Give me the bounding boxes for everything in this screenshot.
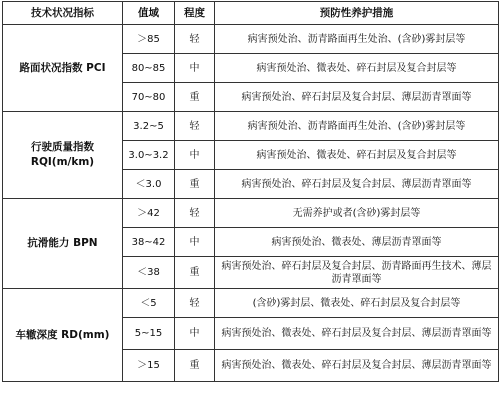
header-degree: 程度 [175, 2, 215, 25]
indicator-cell [3, 289, 123, 382]
indicator-label: 抗滑能力 BPN [27, 237, 98, 249]
range-cell: 5~15 [123, 318, 175, 350]
degree-cell: 中 [175, 318, 215, 350]
degree-cell: 轻 [175, 112, 215, 141]
table-row [3, 25, 499, 54]
indicator-cell [3, 199, 123, 289]
range-cell: 3.0~3.2 [123, 141, 175, 170]
header-measure: 预防性养护措施 [215, 2, 499, 25]
range-cell: ＜5 [123, 289, 175, 318]
measure-cell: 病害预处治、微表处、碎石封层及复合封层等 [215, 141, 499, 170]
measure-cell: 病害预处治、碎石封层及复合封层、薄层沥青罩面等 [215, 83, 499, 112]
range-cell: 70~80 [123, 83, 175, 112]
range-cell: ＞15 [123, 350, 175, 382]
indicator-label: 车辙深度 RD(mm) [15, 328, 110, 341]
measure-cell: 病害预处治、微表处、碎石封层及复合封层、薄层沥青罩面等 [215, 350, 499, 382]
indicator-label: RQI(m/km) [30, 156, 95, 168]
indicator-cell [3, 112, 123, 199]
degree-cell: 轻 [175, 25, 215, 54]
indicator-cell [3, 25, 123, 112]
measure-cell: 病害预处治、微表处、薄层沥青罩面等 [215, 228, 499, 257]
table-row [3, 199, 499, 228]
table-row [3, 112, 499, 141]
degree-cell: 重 [175, 350, 215, 382]
degree-cell: 重 [175, 170, 215, 199]
degree-cell: 轻 [175, 289, 215, 318]
degree-cell: 中 [175, 228, 215, 257]
table-row [3, 289, 499, 318]
measure-cell: 无需养护或者(含砂)雾封层等 [215, 199, 499, 228]
measure-cell: 病害预处治、微表处、碎石封层及复合封层、薄层沥青罩面等 [215, 318, 499, 350]
header-indicator: 技术状况指标 [3, 2, 123, 25]
header-row [3, 2, 499, 25]
range-cell: ＜3.0 [123, 170, 175, 199]
range-cell: ＜38 [123, 257, 175, 289]
degree-cell: 重 [175, 83, 215, 112]
degree-cell: 中 [175, 141, 215, 170]
measure-cell: 病害预处治、沥青路面再生处治、(含砂)雾封层等 [215, 25, 499, 54]
range-cell: ＞42 [123, 199, 175, 228]
header-range: 值域 [123, 2, 175, 25]
measure-cell: 病害预处治、碎石封层及复合封层、薄层沥青罩面等 [215, 170, 499, 199]
indicator-label: 行驶质量指数 [31, 141, 94, 153]
range-cell: 38~42 [123, 228, 175, 257]
measure-cell: 病害预处治、沥青路面再生处治、(含砂)雾封层等 [215, 112, 499, 141]
degree-cell: 中 [175, 54, 215, 83]
degree-cell: 重 [175, 257, 215, 289]
range-cell: 80~85 [123, 54, 175, 83]
maintenance-table [2, 1, 499, 382]
range-cell: ＞85 [123, 25, 175, 54]
measure-cell: 病害预处治、碎石封层及复合封层、沥青路面再生技术、薄层沥青罩面等 [215, 257, 499, 289]
degree-cell: 轻 [175, 199, 215, 228]
measure-cell: 病害预处治、微表处、碎石封层及复合封层等 [215, 54, 499, 83]
range-cell: 3.2~5 [123, 112, 175, 141]
indicator-label: 路面状况指数 PCI [19, 61, 106, 74]
measure-cell: (含砂)雾封层、微表处、碎石封层及复合封层等 [215, 289, 499, 318]
